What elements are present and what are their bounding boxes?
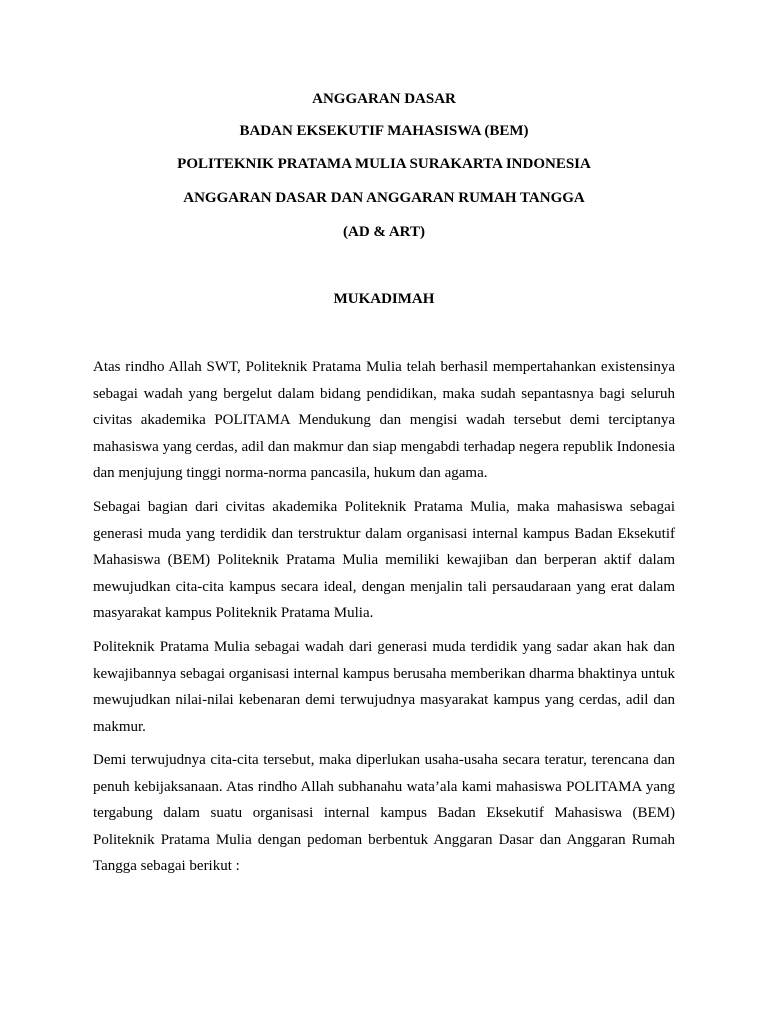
- institution-name: POLITEKNIK PRATAMA MULIA SURAKARTA INDONESIA: [177, 156, 591, 172]
- document-subtitle: ANGGARAN DASAR DAN ANGGARAN RUMAH TANGGA: [183, 190, 585, 206]
- document-title: ANGGARAN DASAR: [312, 91, 456, 107]
- organization-name: BADAN EKSEKUTIF MAHASISWA (BEM): [239, 123, 529, 139]
- paragraph-2: Sebagai bagian dari civitas akademika Politeknik Pratama Mulia, maka mahasiswa sebagai generasi muda yang terdidik dan terstruktur dalam organisasi internal kampus Badan Eksekutif Mahasiswa (BEM) Politeknik Pratama Mulia memiliki kewajiban dan berperan aktif dalam mewujudkan cita-cita kampus secara ideal, dengan menjalin tali persaudaraan yang erat dalam masyarakat kampus Politeknik Pratama Mulia.: [93, 499, 675, 622]
- section-title: MUKADIMAH: [333, 291, 435, 307]
- paragraph-3: Politeknik Pratama Mulia sebagai wadah dari generasi muda terdidik yang sadar akan hak dan kewajibannya sebagai organisasi internal kampus berusaha memberikan dharma bhaktinya untuk mewujudkan nilai-nilai kebenaran demi terwujudnya masyarakat kampus yang cerdas, adil dan makmur.: [93, 639, 675, 735]
- document-abbreviation: (AD & ART): [343, 224, 425, 240]
- paragraph-1: Atas rindho Allah SWT, Politeknik Pratama Mulia telah berhasil mempertahankan existensinya sebagai wadah yang bergelut dalam bidang pendidikan, maka sudah sepantasnya bagi seluruh civitas akademika POLITAMA Mendukung dan mengisi wadah tersebut demi terciptanya mahasiswa yang cerdas, adil dan makmur dan siap mengabdi terhadap negera republik Indonesia dan menjujung tinggi norma-norma pancasila, hukum dan agama.: [93, 359, 675, 482]
- paragraph-4: Demi terwujudnya cita-cita tersebut, maka diperlukan usaha-usaha secara teratur, terencana dan penuh kebijaksanaan. Atas rindho Allah subhanahu wata’ala kami mahasiswa POLITAMA yang tergabung dalam suatu organisasi internal kampus Badan Eksekutif Mahasiswa (BEM) Politeknik Pratama Mulia dengan pedoman berbentuk Anggaran Dasar dan Anggaran Rumah Tangga sebagai berikut :: [93, 752, 675, 875]
